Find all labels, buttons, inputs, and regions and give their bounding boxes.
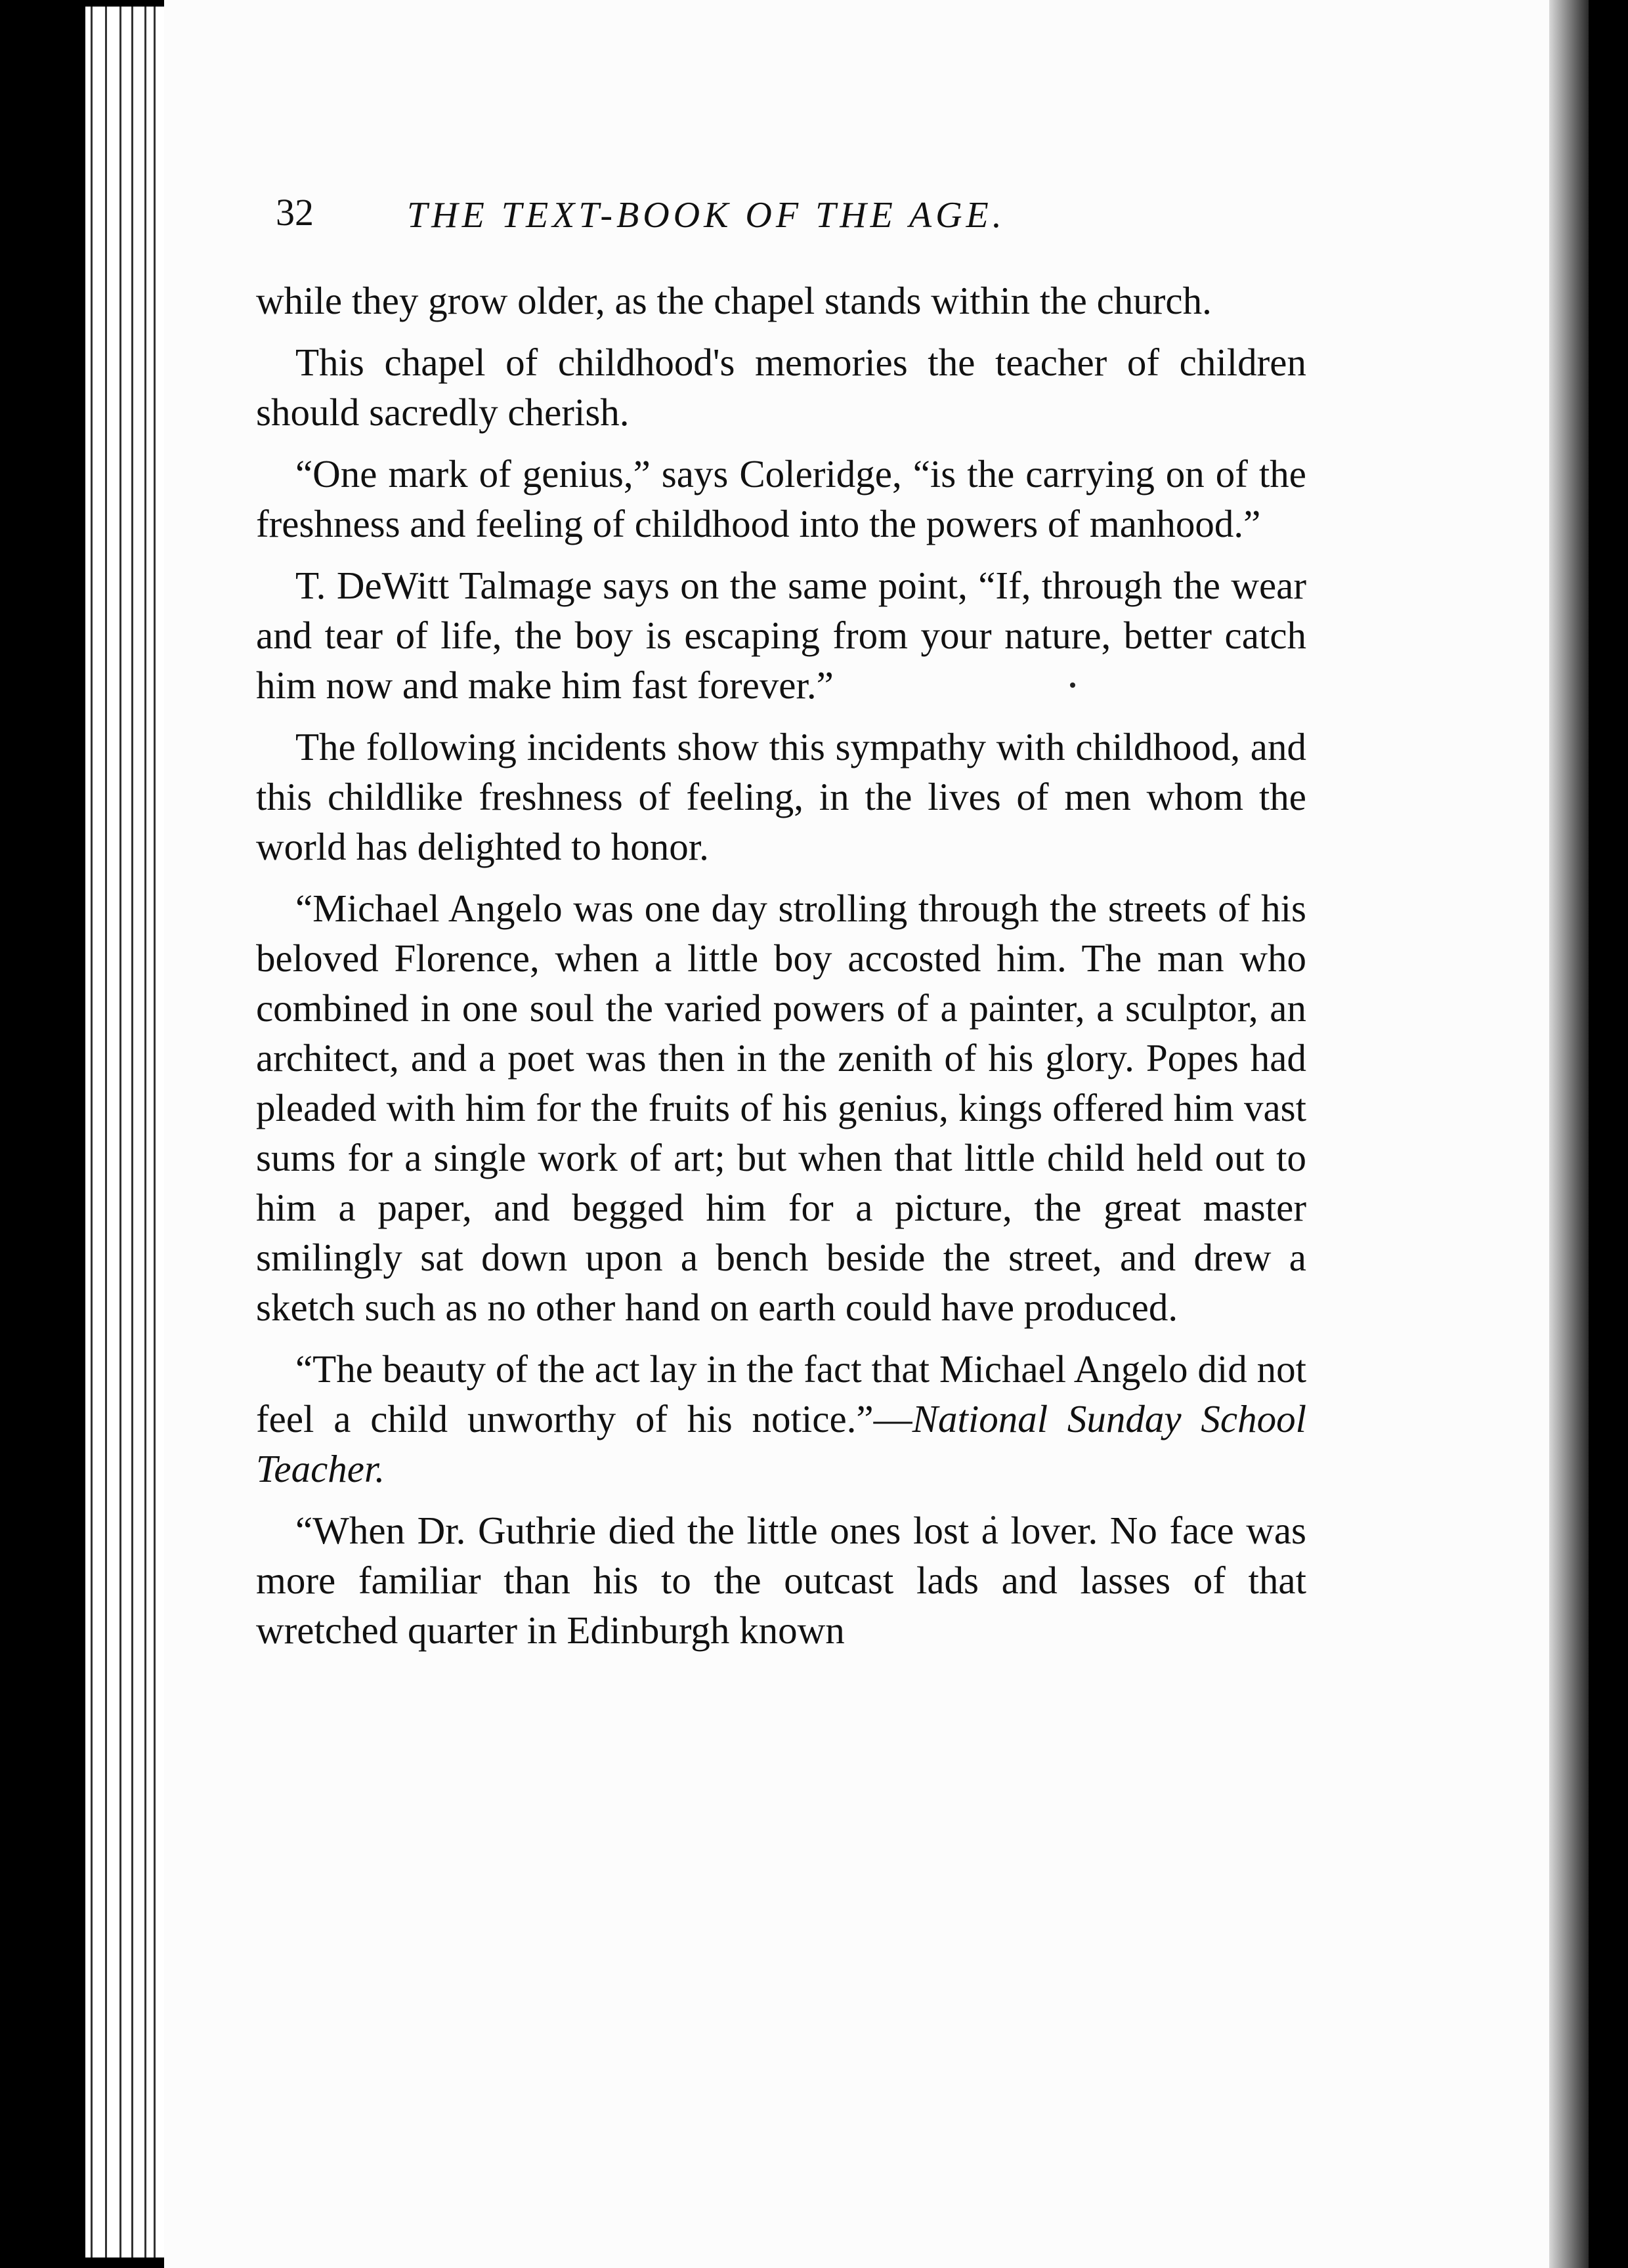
paragraph-1: while they grow older, as the chapel stands within the church. (256, 279, 1212, 322)
paragraph-3: “One mark of genius,” says Coleridge, “is the carrying on of the freshness and feeling of childhood into the powers of manhood.” (256, 452, 1306, 545)
paragraph-8: “When Dr. Guthrie died the little ones lost a lover. No face was more familiar than his to the outcast lads and lasses of that wretched quarter in Edinburgh known (256, 1509, 1306, 1652)
paragraph-7 (256, 1344, 1306, 1494)
body-text (256, 276, 1306, 1667)
paragraph-6: “Michael Angelo was one day strolling through the streets of his beloved Florence, when a little boy accosted him. The man who combined in one soul the varied powers of a painter, a sculptor, an architect, and a poet was then in the zenith of his glory. Popes had pleaded with him for the fruits of his genius, kings offered him vast sums for a single work of art; but when that little child held out to him a paper, and begged him for a picture, the great master smilingly sat down upon a bench beside the street, and drew a sketch such as no other hand on earth could have produced. (256, 887, 1306, 1329)
spine-shadow (1549, 0, 1589, 2268)
paragraph-5: The following incidents show this sympathy with childhood, and this childlike freshness of feeling, in the lives of men whom the world has delighted to honor. (256, 725, 1306, 868)
paragraph-7-text: “The beauty of the act lay in the fact that Michael Angelo did not feel a child unworthy of his notice.”— (256, 1347, 1306, 1440)
quote-source: National Sunday School Teacher. (256, 1397, 1306, 1490)
running-title: THE TEXT-BOOK OF THE AGE. (407, 195, 1006, 236)
paragraph-4: T. DeWitt Talmage says on the same point, “If, through the wear and tear of life, the boy is escaping from your nature, better catch him now and make him fast forever.” (256, 564, 1306, 707)
paragraph-2: This chapel of childhood's memories the teacher of children should sacredly cherish. (256, 341, 1306, 434)
page-number: 32 (276, 191, 314, 234)
